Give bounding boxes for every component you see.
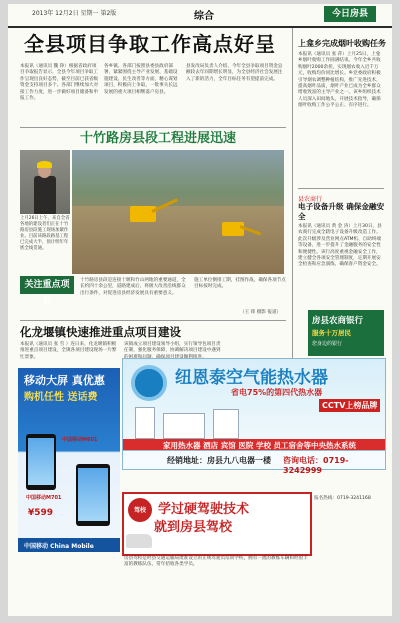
phone-price: ¥599 [28, 508, 54, 518]
car-icon [126, 534, 152, 548]
brand-logo-icon [131, 365, 167, 401]
rule-lead [20, 127, 286, 128]
heater-phone: 咨询电话：0719-3242999 [283, 456, 349, 475]
heater-ad-contact [123, 450, 385, 475]
phone-model-1: 中国移动M601 [62, 437, 98, 443]
heater-ad-subtitle: 省电75%的第四代热水器 [231, 388, 323, 397]
masthead-badge [324, 6, 376, 22]
heater-ad-title: 纽恩泰空气能热水器 [175, 368, 328, 388]
huarong-body-2: 该镇成立项目建设领导小组，实行领导包项目责任制，强化服务保障，协调解决项目建设中遇到 [124, 342, 221, 354]
mobile-brand-label: 中国移动 China Mobile [24, 543, 94, 550]
finance-kicker: 县农商行 [298, 196, 323, 203]
lead-headline: 全县项目争取工作高点好呈 [24, 32, 276, 56]
lead-col-1: 本报讯（通讯员 魏 铮）根据省政府项目争取报告显示，全县今年项目争取工作呈现出良好态势，截至目前已获省级资金支持项目多个。各部门继续加大对接工作力度，进一步做好项目储备和申报工作。 [20, 64, 99, 102]
construction-photo [72, 150, 284, 274]
tobacco-body: 本报讯（通讯员 张 萍）上月25日，上龛乡烟叶收购工作圆满结束。今年全乡共收购烟叶2000余担，实现烟农收入近千万元，收购均价同比增长。乡党委政府积极引导烟农调整种植结构，推广先进技术，提高烟叶品质，烟叶产业已成为全乡群众增收致富的主导产业之一。该乡组织技术人员深入田间地头，开展技术指导，确保烟叶收购工作公平公正、有序进行。 [298, 52, 381, 109]
bank-ad-slogan: 服务十万居民 [312, 329, 351, 337]
driving-ad-body: 房县驾校是经县交通运输局批准设立的正规驾驶员培训学校，拥有一流的教练车辆和经验丰富的教练队伍，常年招收各类学员。 [124, 556, 308, 568]
mobile-ad-line-1: 移动大屏 真优惠 [24, 374, 105, 387]
phone-model-2: 中国移动M701 [26, 495, 62, 501]
heater-unit-image [213, 409, 239, 439]
lead-col-2: 各乡镇、各部门按照县委县政府部署，紧紧围绕主导产业发展、基础设施建设、民生改善等方面，精心谋划项目，积极向上争取，一批事关长远发展的重大项目相继落户房县。 [104, 64, 178, 95]
rule-right [298, 188, 384, 189]
section-title: 综合 [194, 11, 214, 22]
worker-photo [20, 150, 70, 214]
mobile-ad-line-2: 购机任性 送话费 [24, 392, 98, 403]
driving-ad-hotline: 报名热线：0719-3241168 [314, 496, 371, 501]
huarong-body-1: 本报讯（通讯员 张 雪 ）连日来，化龙堰镇积极推进重点项目建设，全镇各项目建设现场一片繁忙景象。 [20, 342, 117, 360]
heater-dealer-address: 经销地址：房县九八电器一楼 [167, 456, 271, 465]
driving-school-logo: 驾校 [128, 498, 152, 522]
huarong-headline: 化龙堰镇快速推进重点项目建设 [20, 325, 181, 339]
rule-vertical [292, 28, 293, 358]
finance-body: 本报讯（通讯员 黄 金 涛）上月30日，县农商行完成全辖电子设备升级改造工作。此次升级涉及营业网点ATM机、自助终端等设备，进一步提升了金融服务的安全性和便捷性。该行高度重视金融安全工作，建立健全各项安全管理制度，定期开展安全检查和应急演练，确保客户资金安全。 [298, 224, 382, 268]
bank-ad-title: 房县农商银行 [312, 316, 364, 326]
lead-col-3: 县发改局负责人介绍，今年全县争取项目资金总额较去年同期增长明显，为全县经济社会发展注入了新的活力，全年目标任务有望提前完成。 [186, 64, 283, 82]
photo-story-headline: 十竹路房县段工程进展迅速 [80, 131, 237, 146]
finance-headline: 电子设备升级 确保金融安全 [298, 202, 385, 221]
china-mobile-ad[interactable] [18, 368, 120, 552]
driving-school-ad[interactable] [122, 492, 312, 556]
rural-bank-ad[interactable] [308, 310, 384, 356]
driving-ad-line-1: 学过硬驾驶技术 [158, 502, 250, 517]
rule-photo [20, 320, 286, 321]
phone-image [26, 434, 56, 490]
bank-ad-tagline: 您身边的银行 [312, 341, 343, 347]
tobacco-headline: 上龛乡完成烟叶收购任务 [298, 38, 386, 48]
photo-caption: 上月26日上午，来自全省各地的建设者们正在十竹路房县段施工现场加紧作业。目前该路段路基工程已完成大半，预计明年年底全线贯通。 [20, 216, 70, 251]
heater-ad-band-text: 家用热水器 酒店 宾馆 医院 学校 员工宿舍等中央热水系统 [163, 441, 357, 450]
photo-story-body-2: 施工单位倒排工期，挂图作战，确保各项节点目标按时完成。 [194, 278, 286, 290]
heater-unit-image [163, 413, 205, 439]
photo-credit: （王 锋 摄影 报道） [240, 310, 282, 315]
heat-pump-ad[interactable] [122, 358, 386, 475]
photo-story-body-1: 十竹路房县段是连接十堰和竹山两地的重要通道，全长约四十余公里，道路建成后，将极大改善沿线群众出行条件，对促进房县经济发展具有重要意义。 [80, 278, 186, 296]
heater-unit-image [135, 407, 155, 439]
phone-image [76, 464, 110, 526]
cctv-badge: CCTV上榜品牌 [319, 399, 380, 412]
mobile-brand-bar [18, 538, 120, 552]
masthead-label: 今日房县 [331, 9, 368, 19]
issue-date: 2013年 12月2日 星期一 第2版 [32, 10, 117, 17]
page-header [8, 4, 392, 28]
driving-ad-line-2: 就到房县驾校 [154, 520, 233, 535]
focus-box-title: 关注重点项目 [20, 276, 74, 294]
